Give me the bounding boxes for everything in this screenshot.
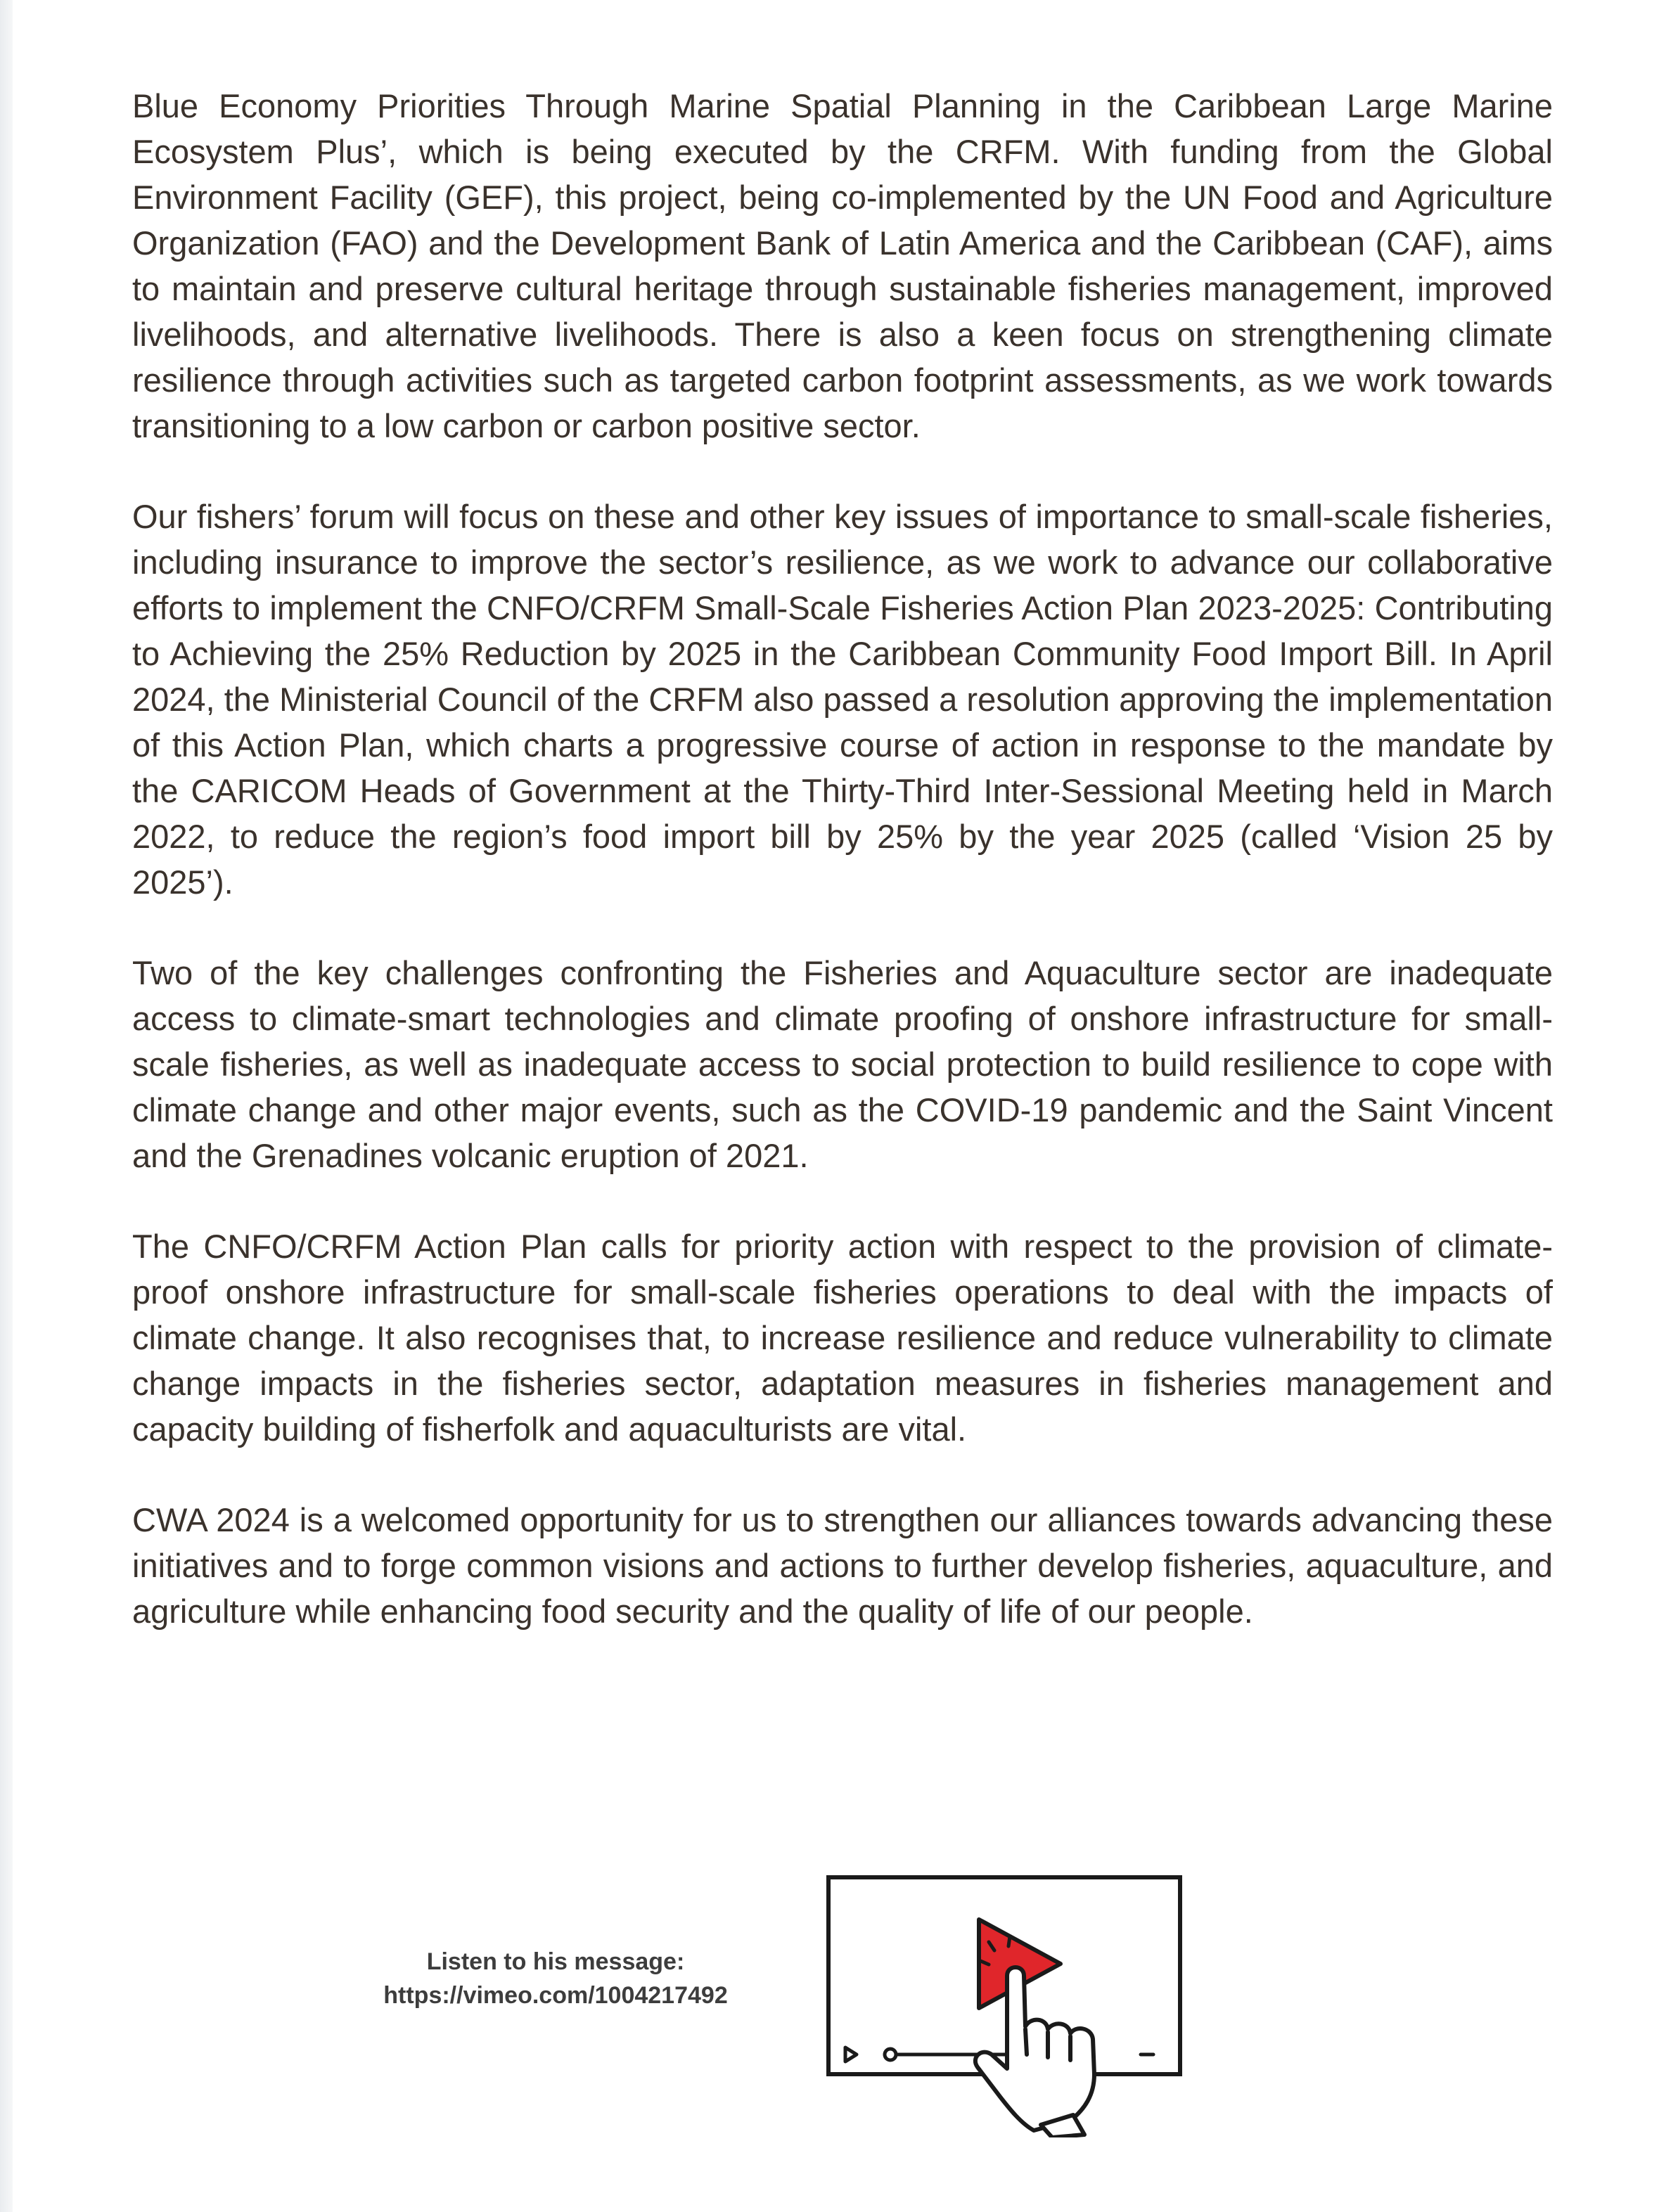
- page-edge-shadow: [0, 0, 13, 2212]
- paragraph-5: CWA 2024 is a welcomed opportunity for us to strengthen our alliances towards advancing these initiatives and to forge common visions and actions to further develop fisheries, aquaculture, and agriculture while enhancing food security and the quality of life of our people.: [132, 1501, 1553, 1630]
- listen-callout: [331, 1945, 781, 2012]
- article-body: [132, 83, 1553, 1679]
- progress-knob-icon: [885, 2049, 896, 2060]
- paragraph-2: Our fishers’ forum will focus on these and other key issues of importance to small-scale fisheries, including insurance to improve the sector’s resilience, as we work to advance our collaborative efforts to implement the CNFO/CRFM Small-Scale Fisheries Action Plan 2023-2025: Contributing to Achieving the 25% Reduction by 2025 in the Caribbean Community Food Import Bill. In April 2024, the Ministerial Council of the CRFM also passed a resolution approving the implementation of this Action Plan, which charts a progressive course of action in response to the mandate by the CARICOM Heads of Government at the Thirty-Third Inter-Sessional Meeting held in March 2022, to reduce the region’s food import bill by 25% by the year 2025 (called ‘Vision 25 by 2025’).: [132, 498, 1553, 901]
- vimeo-link[interactable]: https://vimeo.com/1004217492: [383, 1982, 728, 2009]
- video-player-icon[interactable]: [823, 1870, 1189, 2137]
- paragraph-3: Two of the key challenges confronting the Fisheries and Aquaculture sector are inadequate access to climate-smart technologies and climate proofing of onshore infrastructure for small-scale fisheries, as well as inadequate access to social protection to build resilience to cope with climate change and other major events, such as the COVID-19 pandemic and the Saint Vincent and the Grenadines volcanic eruption of 2021.: [132, 954, 1553, 1174]
- paragraph-4: The CNFO/CRFM Action Plan calls for priority action with respect to the provision of climate-proof onshore infrastructure for small-scale fisheries operations to deal with the impacts of climate change. It also recognises that, to increase resilience and reduce vulnerability to climate change impacts in the fisheries sector, adaptation measures in fisheries management and capacity building of fisherfolk and aquaculturists are vital.: [132, 1228, 1553, 1448]
- listen-label: Listen to his message:: [426, 1948, 685, 1975]
- paragraph-1: Blue Economy Priorities Through Marine Spatial Planning in the Caribbean Large Marine Ecosystem Plus’, which is being executed by the CRFM. With funding from the Global Environment Facility (GEF), this project, being co-implemented by the UN Food and Agriculture Organization (FAO) and the Development Bank of Latin America and the Caribbean (CAF), aims to maintain and preserve cultural heritage through sustainable fisheries management, improved livelihoods, and alternative livelihoods. There is also a keen focus on strengthening climate resilience through activities such as targeted carbon footprint assessments, as we work towards transitioning to a low carbon or carbon positive sector.: [132, 87, 1553, 444]
- controls-play-icon: [845, 2047, 857, 2062]
